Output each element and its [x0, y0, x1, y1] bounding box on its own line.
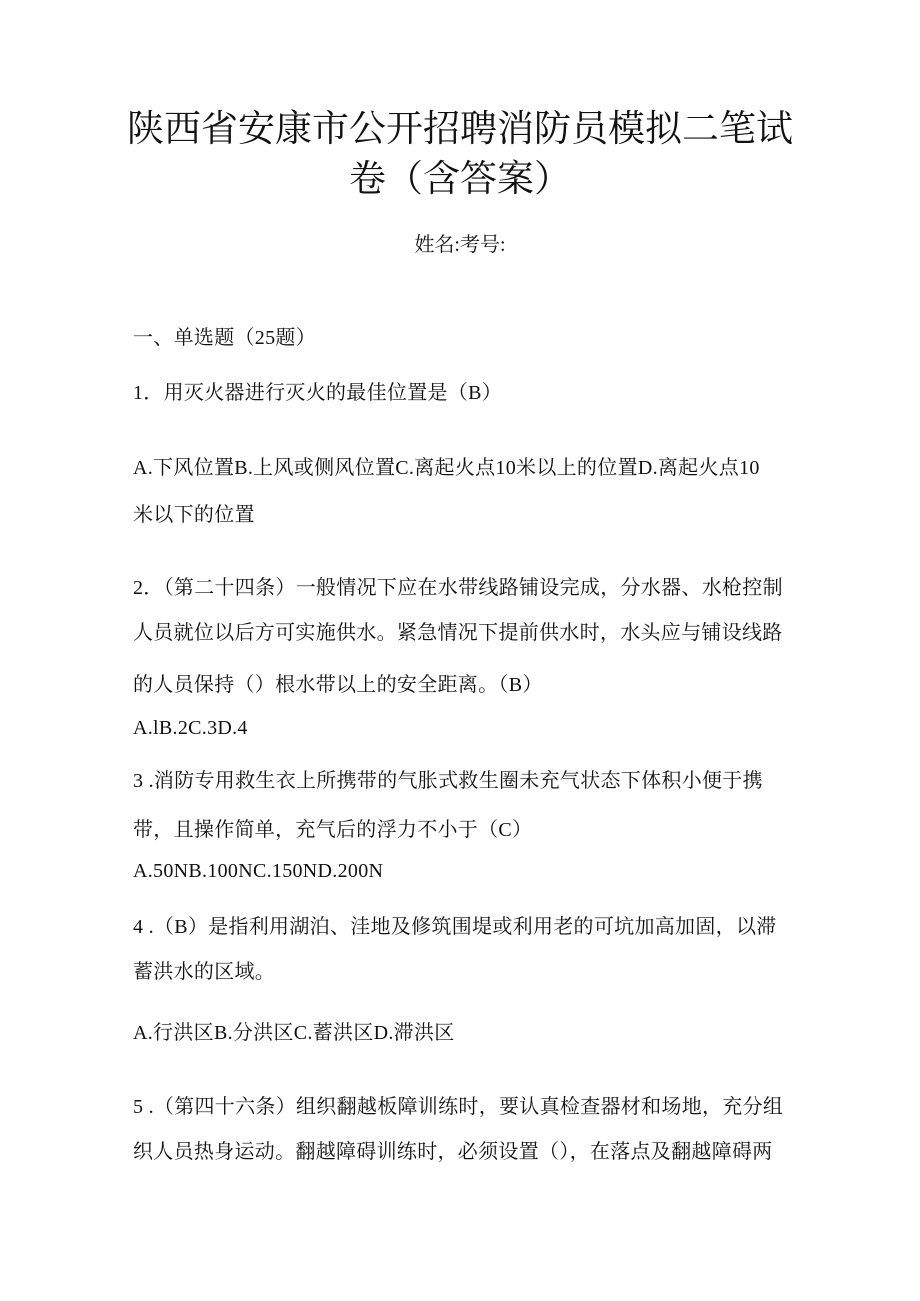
question-2-options: A.lB.2C.3D.4: [133, 717, 248, 739]
question-3-text: 3 .消防专用救生衣上所携带的气胀式救生圈未充气状态下体积小便于携: [133, 770, 763, 792]
question-4-text: 4 .（B）是指利用湖泊、洼地及修筑围堤或利用老的可坑加高加固，以滞: [133, 916, 777, 938]
document-title-line1: 陕西省安康市公开招聘消防员模拟二笔试: [127, 109, 793, 150]
question-2-text: 2．（第二十四条）一般情况下应在水带线路铺设完成，分水器、水枪控制: [133, 577, 783, 599]
question-3-text-cont: 带，且操作简单，充气后的浮力不小于（C）: [133, 819, 533, 841]
question-1-options-cont: 米以下的位置: [133, 504, 255, 526]
question-3-options: A.50NB.100NC.150ND.200N: [133, 860, 384, 882]
document-title-line2: 卷（含答案）: [349, 159, 571, 200]
question-2-text-cont: 的人员保持（）根水带以上的安全距离。（B）: [133, 674, 543, 696]
question-1-text: 1．用灭火器进行灭火的最佳位置是（B）: [133, 382, 503, 404]
question-5-text: 5 .（第四十六条）组织翻越板障训练时，要认真检查器材和场地，充分组: [133, 1096, 784, 1118]
question-4-options: A.行洪区B.分洪区C.蓄洪区D.滞洪区: [133, 1022, 455, 1044]
question-4-text-cont: 蓄洪水的区域。: [133, 961, 276, 983]
question-2-text-cont: 人员就位以后方可实施供水。紧急情况下提前供水时，水头应与铺设线路: [133, 622, 783, 644]
question-1-options: A.下风位置B.上风或侧风位置C.离起火点10米以上的位置D.离起火点10: [133, 457, 760, 479]
section-heading: 一、单选题（25题）: [133, 327, 316, 349]
question-5-text-cont: 织人员热身运动。翻越障碍训练时，必须设置（），在落点及翻越障碍两: [133, 1141, 773, 1163]
name-exam-number-line: 姓名:考号:: [414, 234, 506, 256]
